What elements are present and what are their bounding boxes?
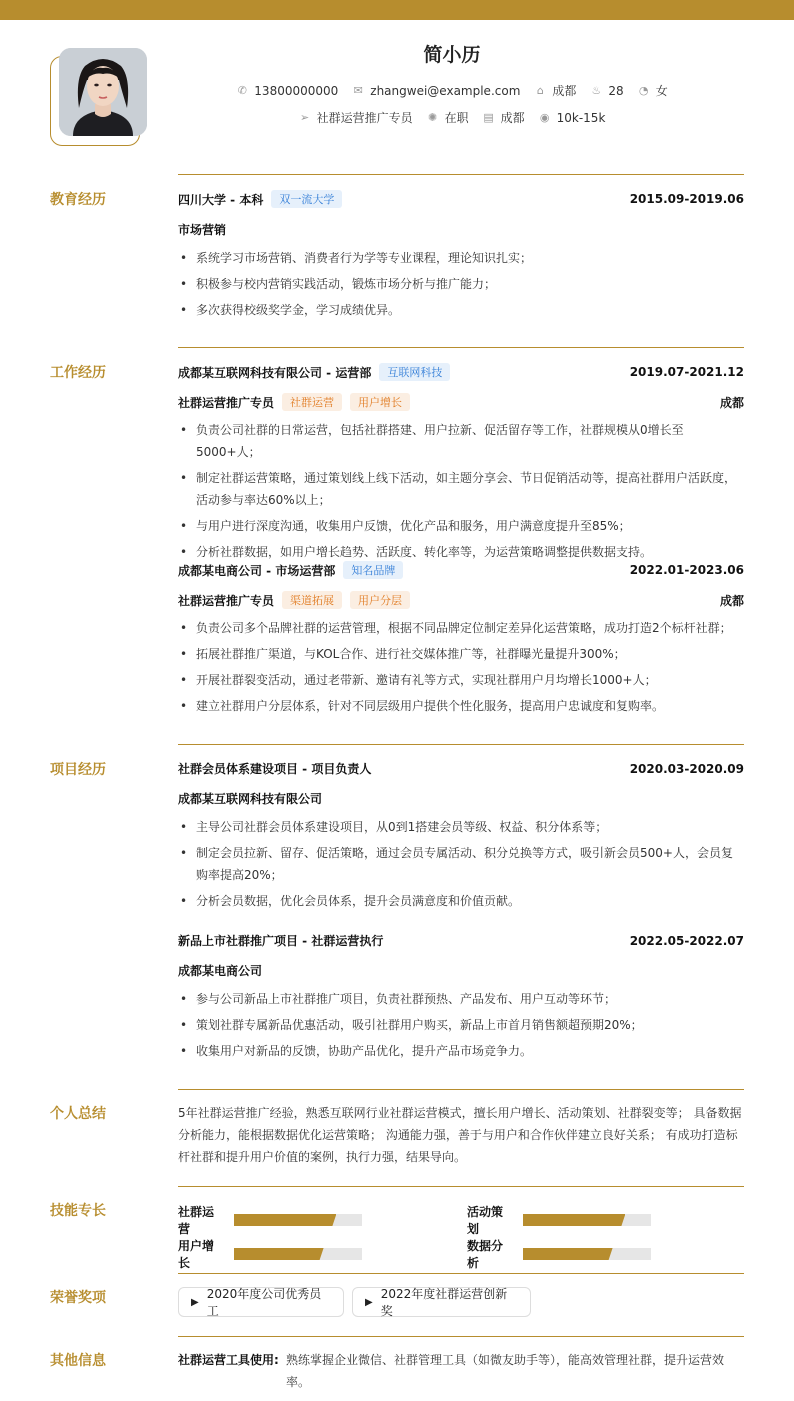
- job-location: 成都: [719, 395, 744, 410]
- job-intent-row: [0, 109, 794, 126]
- section-title-summary: 个人总结: [50, 1106, 106, 1122]
- award-label: 2022年度社群运营创新奖: [380, 1287, 508, 1318]
- position-item: [299, 109, 413, 126]
- job-header: [178, 363, 744, 381]
- list-item: • 负责公司多个品牌社群的运营管理，根据不同品牌定位制定差异化运营策略，成功打造2个标杆社群；: [178, 617, 744, 639]
- education-period: 2015.09-2019.06: [629, 192, 744, 206]
- skill-item: [467, 1203, 651, 1237]
- other-body: [178, 1336, 744, 1389]
- summary-text: 5年社群运营推广经验，熟悉互联网行业社群运营模式，擅长用户增长、活动策划、社群裂变等； 具备数据分析能力，能根据数据优化运营策略； 沟通能力强，善于与用户和合作伙伴建立良好关系； 有成功打造标杆社群和提升用户价值的案例，执行力强，结果导向。: [178, 1106, 742, 1164]
- list-item: • 分析会员数据，优化会员体系，提升会员满意度和价值贡献。: [178, 890, 744, 912]
- job-period: 2019.07-2021.12: [629, 365, 744, 379]
- major: 市场营销: [178, 223, 227, 237]
- phone-value: 13800000000: [254, 83, 339, 98]
- skill-bar-fill: [234, 1248, 324, 1260]
- salary-item: [539, 109, 606, 126]
- section-title-projects: 项目经历: [50, 762, 106, 778]
- age-item: [590, 82, 623, 99]
- skill-name: 数据分析: [467, 1239, 504, 1270]
- phone-icon: ✆: [237, 84, 247, 97]
- project-header: [178, 760, 744, 777]
- age-value: 28: [608, 83, 624, 98]
- play-icon: ▶: [191, 1296, 199, 1308]
- top-accent-bar: [0, 0, 794, 20]
- skill-name: 社群运营: [178, 1205, 215, 1236]
- summary-body: [178, 1089, 744, 1164]
- awards-body: [178, 1273, 744, 1318]
- list-item: • 策划社群专属新品优惠活动，吸引社群用户购买，新品上市首月销售额超预期20%；: [178, 1014, 744, 1036]
- skill-name: 活动策划: [467, 1205, 504, 1236]
- job-company: 成都某电商公司 - 市场运营部: [178, 563, 336, 578]
- contact-info-row: [0, 82, 794, 99]
- job-role-row: [178, 393, 744, 411]
- list-item: • 与用户进行深度沟通，收集用户反馈，优化产品和服务，用户满意度提升至85%；: [178, 515, 744, 537]
- job-role-row: [178, 591, 744, 609]
- list-item: • 分析社群数据，如用户增长趋势、活跃度、转化率等，为运营策略调整提供数据支持。: [178, 541, 744, 563]
- skill-bar: [523, 1248, 651, 1260]
- play-icon: ▶: [365, 1296, 373, 1308]
- section-title-skills: 技能专长: [50, 1203, 106, 1219]
- home-icon: ⌂: [536, 84, 544, 97]
- section-title-education: 教育经历: [50, 192, 106, 208]
- role-tag: 渠道拓展: [282, 591, 342, 609]
- list-item: • 收集用户对新品的反馈，协助产品优化，提升产品市场竞争力。: [178, 1040, 744, 1062]
- section-title-work: 工作经历: [50, 365, 106, 381]
- email-value: zhangwei@example.com: [370, 83, 521, 98]
- work-body: [178, 347, 744, 713]
- role-tag: 用户分层: [350, 591, 410, 609]
- company-tag: 知名品牌: [343, 561, 403, 579]
- education-list: [178, 247, 744, 325]
- skill-name: 用户增长: [178, 1239, 215, 1270]
- job-company: 成都某互联网科技有限公司 - 运营部: [178, 365, 372, 380]
- company-tag: 互联网科技: [379, 363, 450, 381]
- skill-bar-fill: [523, 1248, 613, 1260]
- project-company: 成都某互联网科技有限公司: [178, 792, 323, 806]
- building-icon: ▤: [483, 111, 494, 124]
- school-name: 四川大学 - 本科: [178, 192, 264, 207]
- target-city-value: 成都: [500, 111, 525, 125]
- status-icon: ✺: [427, 111, 438, 124]
- job-role: 社群运营推广专员: [178, 593, 275, 608]
- mail-icon: ✉: [353, 84, 363, 97]
- other-value: 熟练掌握企业微信、社群管理工具（如微友助手等），能高效管理社群，提升运营效率。: [286, 1353, 725, 1389]
- job-duties-list: [178, 419, 744, 567]
- cake-icon: ♨: [591, 84, 602, 97]
- phone-item: [236, 82, 338, 99]
- status-item: [427, 109, 469, 126]
- list-item: • 制定社群运营策略，通过策划线上线下活动，如主题分享会、节日促销活动等，提高社群用户活跃度，活动参与率达60%以上；: [178, 467, 744, 511]
- skill-item: [178, 1237, 362, 1271]
- job-period: 2022.01-2023.06: [629, 563, 744, 577]
- role-tag: 社群运营: [282, 393, 342, 411]
- project-name: 社群会员体系建设项目 - 项目负责人: [178, 762, 372, 776]
- section-title-other: 其他信息: [50, 1353, 106, 1369]
- gender-item: [638, 82, 668, 99]
- project-header: [178, 932, 744, 949]
- money-icon: ◉: [539, 111, 550, 124]
- project-list: [178, 816, 744, 916]
- list-item: • 拓展社群推广渠道，与KOL合作、进行社交媒体推广等，社群曝光量提升300%；: [178, 643, 744, 665]
- other-key: 社群运营工具使用:: [178, 1353, 279, 1367]
- candidate-name: 简小历: [423, 44, 481, 66]
- job-role: 社群运营推广专员: [178, 395, 275, 410]
- position-value: 社群运营推广专员: [316, 111, 413, 125]
- list-item: • 建立社群用户分层体系，针对不同层级用户提供个性化服务，提高用户忠诚度和复购率。: [178, 695, 744, 717]
- role-tag: 用户增长: [350, 393, 410, 411]
- list-item: • 负责公司社群的日常运营，包括社群搭建、用户拉新、促活留存等工作，社群规模从0增长至5000+人；: [178, 419, 744, 463]
- send-icon: ➢: [299, 111, 310, 124]
- list-item: • 制定会员拉新、留存、促活策略，通过会员专属活动、积分兑换等方式，吸引新会员500+人，会员复购率提高20%；: [178, 842, 744, 886]
- award-label: 2020年度公司优秀员工: [206, 1287, 322, 1318]
- award-item: [352, 1287, 531, 1317]
- list-item: • 主导公司社群会员体系建设项目，从0到1搭建会员等级、权益、积分体系等；: [178, 816, 744, 838]
- job-duties-list: [178, 617, 744, 721]
- target-city-item: [483, 109, 525, 126]
- project-name: 新品上市社群推广项目 - 社群运营执行: [178, 934, 384, 948]
- gender-value: 女: [655, 84, 668, 98]
- skill-bar: [234, 1248, 362, 1260]
- skill-bar: [523, 1214, 651, 1226]
- list-item: • 系统学习市场营销、消费者行为学等专业课程，理论知识扎实；: [178, 247, 744, 269]
- project-company: 成都某电商公司: [178, 964, 263, 978]
- skill-bar-fill: [523, 1214, 625, 1226]
- skill-item: [467, 1237, 651, 1271]
- school-tag: 双一流大学: [271, 190, 342, 208]
- project-period: 2020.03-2020.09: [629, 761, 744, 776]
- list-item: • 积极参与校内营销实践活动，锻炼市场分析与推广能力；: [178, 273, 744, 295]
- award-item: [178, 1287, 344, 1317]
- skills-body: [178, 1186, 744, 1270]
- projects-body: [178, 744, 744, 1058]
- education-header: [178, 190, 744, 208]
- skill-bar: [234, 1214, 362, 1226]
- email-item: [352, 82, 520, 99]
- education-body: [178, 174, 744, 317]
- other-item: [178, 1349, 744, 1393]
- list-item: • 参与公司新品上市社群推广项目，负责社群预热、产品发布、用户互动等环节；: [178, 988, 744, 1010]
- project-period: 2022.05-2022.07: [629, 933, 744, 948]
- skill-item: [178, 1203, 362, 1237]
- gender-icon: ◔: [638, 84, 649, 97]
- city-item: [534, 82, 576, 99]
- project-list: [178, 988, 744, 1066]
- job-header: [178, 561, 744, 579]
- status-value: 在职: [444, 111, 469, 125]
- job-location: 成都: [719, 593, 744, 608]
- salary-value: 10k-15k: [556, 110, 606, 125]
- list-item: • 开展社群裂变活动，通过老带新、邀请有礼等方式，实现社群用户月均增长1000+人；: [178, 669, 744, 691]
- list-item: • 多次获得校级奖学金，学习成绩优异。: [178, 299, 744, 321]
- city-value: 成都: [552, 84, 577, 98]
- skill-bar-fill: [234, 1214, 336, 1226]
- section-title-awards: 荣誉奖项: [50, 1290, 106, 1306]
